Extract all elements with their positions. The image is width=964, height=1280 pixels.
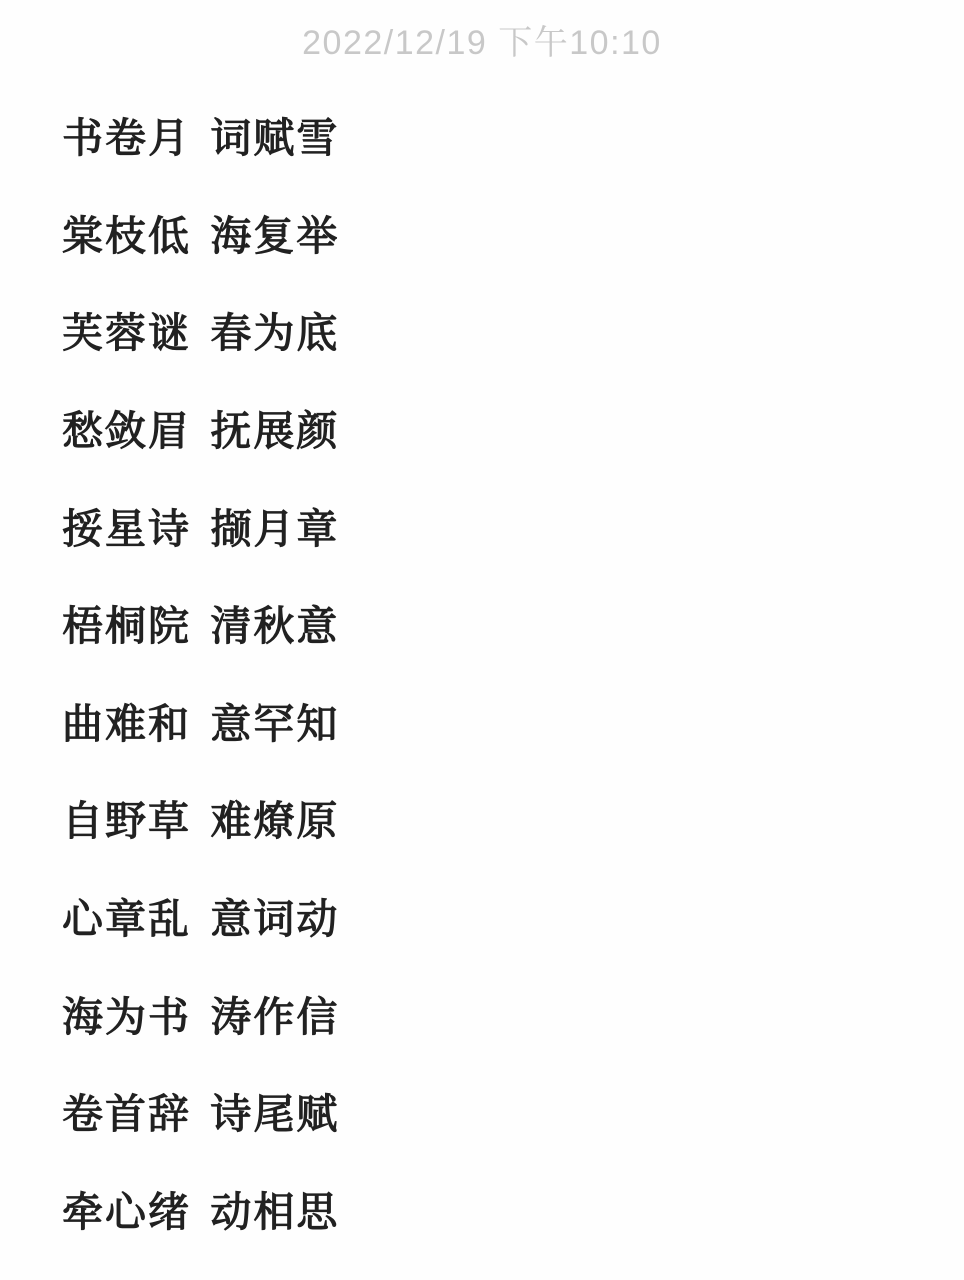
poem-line: 芙蓉谜 春为底: [62, 310, 340, 357]
poem-line: 曲难和 意罕知: [62, 700, 340, 747]
timestamp: 2022/12/19 下午10:10: [302, 24, 662, 62]
poem-line: 牵心绪 动相思: [62, 1188, 340, 1235]
poem-line: 海为书 涛作信: [62, 993, 340, 1040]
poem-line: 卷首辞 诗尾赋: [62, 1091, 340, 1138]
poem-line: 梧桐院 清秋意: [62, 603, 340, 650]
poem-line: 挼星诗 撷月章: [62, 505, 340, 552]
poem-line: 自野草 难燎原: [62, 798, 340, 845]
poem-line: 心章乱 意词动: [62, 896, 340, 943]
poem-line: 愁敛眉 抚展颜: [62, 408, 340, 455]
poem-body: [0, 86, 964, 1257]
poem-line: 棠枝低 海复举: [62, 212, 340, 259]
poem-line: 书卷月 词赋雪: [62, 115, 340, 162]
